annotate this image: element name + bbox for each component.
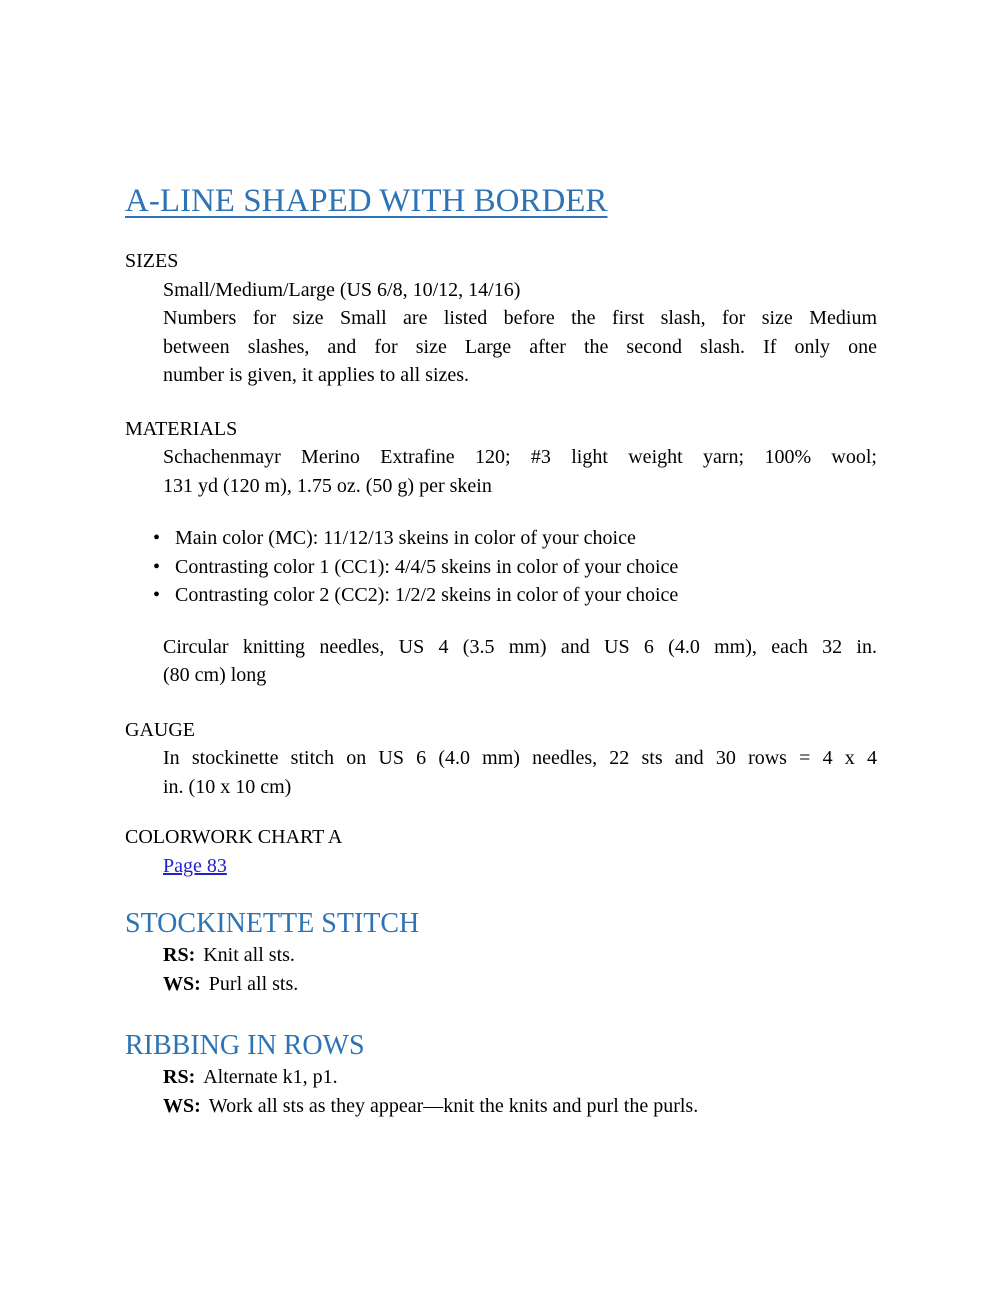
ribbing-ws-row	[163, 1092, 877, 1121]
page-83-link[interactable]: Page 83	[163, 854, 227, 877]
needles-line: Circular knitting needles, US 4 (3.5 mm) and US 6 (4.0 mm), each 32 in.	[163, 635, 877, 658]
sizes-paragraph-line: number is given, it applies to all sizes.	[163, 364, 470, 386]
gauge-line: In stockinette stitch on US 6 (4.0 mm) needles, 22 sts and 30 rows = 4 x 4	[163, 747, 877, 769]
ribbing-rs-row	[163, 1063, 877, 1092]
gauge-line: in. (10 x 10 cm)	[163, 775, 292, 798]
sizes-summary-line: Small/Medium/Large (US 6/8, 10/12, 14/16)	[163, 278, 521, 301]
ribbing-heading: RIBBING IN ROWS	[125, 1030, 365, 1061]
colorwork-section	[125, 823, 877, 880]
stockinette-rs-row	[163, 941, 877, 970]
ws-label: WS:	[163, 1094, 201, 1117]
rs-text: Alternate k1, p1.	[203, 1066, 338, 1088]
sizes-paragraph-line: Numbers for size Small are listed before the first slash, for size Medium	[163, 307, 877, 329]
materials-heading: MATERIALS	[125, 417, 238, 440]
page-title: A-LINE SHAPED WITH BORDER	[125, 183, 608, 219]
needles-paragraph	[125, 633, 877, 690]
materials-bullet-list	[125, 524, 839, 610]
ws-text: Purl all sts.	[208, 972, 299, 995]
sizes-paragraph-line: between slashes, and for size Large after the second slash. If only one	[163, 335, 877, 358]
ws-label: WS:	[163, 972, 201, 995]
sizes-heading: SIZES	[125, 250, 179, 272]
rs-text: Knit all sts.	[203, 944, 295, 966]
stockinette-heading: STOCKINETTE STITCH	[125, 908, 420, 939]
yarn-line: Schachenmayr Merino Extrafine 120; #3 light weight yarn; 100% wool;	[163, 446, 877, 468]
gauge-section	[125, 716, 877, 802]
yarn-line: 131 yd (120 m), 1.75 oz. (50 g) per skein	[163, 474, 492, 497]
bullet-contrast-color-2: • Contrasting color 2 (CC2): 1/2/2 skeins in color of your choice	[125, 581, 839, 610]
colorwork-heading: COLORWORK CHART A	[125, 826, 343, 848]
bullet-main-color: • Main color (MC): 11/12/13 skeins in color of your choice	[125, 524, 839, 553]
materials-section	[125, 415, 877, 501]
sizes-section	[125, 247, 877, 390]
ws-text: Work all sts as they appear—knit the knits and purl the purls.	[208, 1094, 699, 1117]
gauge-heading: GAUGE	[125, 718, 195, 741]
stockinette-ws-row	[163, 970, 877, 999]
bullet-contrast-color-1: • Contrasting color 1 (CC1): 4/4/5 skeins in color of your choice	[125, 553, 839, 582]
rs-label: RS:	[163, 944, 196, 966]
needles-line: (80 cm) long	[163, 664, 267, 686]
rs-label: RS:	[163, 1066, 196, 1088]
